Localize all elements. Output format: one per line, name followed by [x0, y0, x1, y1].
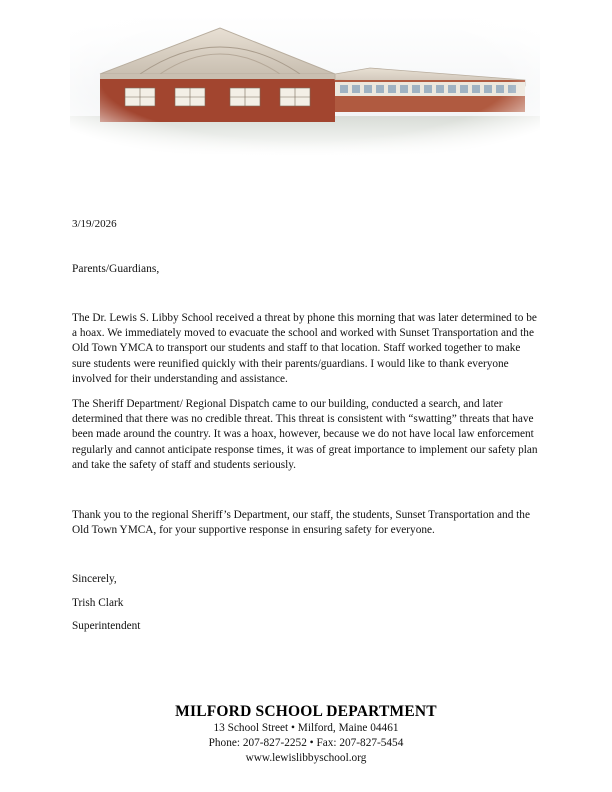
department-name: MILFORD SCHOOL DEPARTMENT [175, 703, 437, 720]
signer-name: Trish Clark [72, 597, 124, 609]
letter-footer [0, 703, 612, 766]
body-paragraph-3: Thank you to the regional Sheriff’s Department, our staff, the students, Sunset Transportation and the Old Town YMCA, for your supportive response in ensuring safety for everyone. [72, 509, 530, 537]
closing: Sincerely, [72, 573, 117, 585]
letter-date: 3/19/2026 [72, 218, 117, 230]
footer-phone-fax: Phone: 207-827-2252 • Fax: 207-827-5454 [208, 737, 404, 749]
signer-title: Superintendent [72, 620, 141, 632]
footer-website[interactable]: www.lewislibbyschool.org [245, 752, 367, 764]
salutation: Parents/Guardians, [72, 263, 160, 275]
body-paragraph-2: The Sheriff Department/ Regional Dispatch came to our building, conducted a search, and later determined that there was no credible threat. This threat is consistent with “swatting” threats that have been made around the country. It was a hoax, however, because we do not have local law enforcement regularly and cannot anticipate response times, it was of great importance to implement our safety plan and take the safety of staff and students seriously. [72, 398, 538, 471]
school-building-image [70, 16, 540, 156]
footer-address: 13 School Street • Milford, Maine 04461 [213, 722, 399, 734]
body-paragraph-1: The Dr. Lewis S. Libby School received a threat by phone this morning that was later determined to be a hoax. We immediately moved to evacuate the school and worked with Sunset Transportation and the Old Town YMCA to transport our students and staff to that location. Staff worked together to make sure students were reunified quickly with their parents/guardians. I would like to thank everyone involved for their understanding and assistance. [72, 312, 537, 385]
